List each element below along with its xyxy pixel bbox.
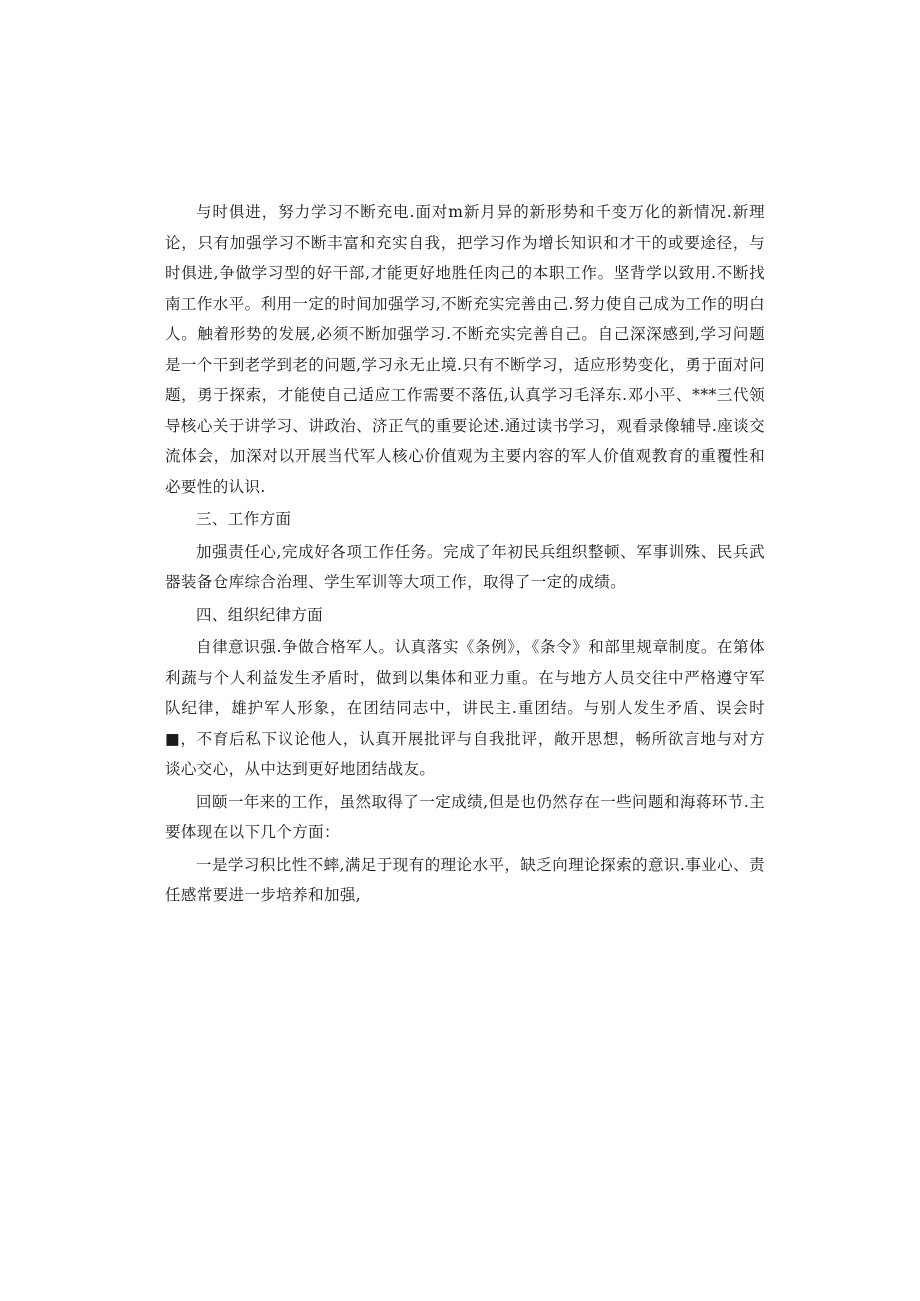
paragraph-study: 与时俱进，努力学习不断充电.面对m新月异的新形势和千变万化的新情况.新理论，只有加强学习不断丰富和充实自我，把学习作为增长知识和才干的或要途径，与时俱进,争做学习型的好干部,才能更好地胜任肉己的本职工作。坚背学以致用.不断找南工作水平。利用一定的时间加强学习,不断充实完善由己.努力使自己成为工作的明白人。触着形势的发展,必须不断加强学习.不断充实完善自己。自己深深感到,学习问题是一个干到老学到老的问题,学习永无止境.只有不断学习，适应形势变化，勇于面对问题，勇于探索，才能使自己适应工作需要不落伍,认真学习毛泽东.邓小平、***三代领导核心关于讲学习、讲政治、济正气的重要论述.通过读书学习，观看录像辅导.座谈交流体会，加深对以开展当代军人核心价值观为主要内容的军人价值观教育的重覆性和必要性的认识. [165,203,765,496]
paragraph-review: 回颐一年来的工作，虽然取得了一定成绩,但是也仍然存在一些问题和海蒋环节.主要体现在以下几个方面： [165,792,765,841]
heading-work: 三、工作方面 [196,510,292,528]
heading-discipline: 四、组织纪律方面 [196,605,324,624]
paragraph-issue-one: 一是学习积比性不蟀,满足于现有的理论水平，缺乏向理论探索的意识.事业心、责任感常要进一步培养和加强, [165,855,765,904]
paragraph-work: 加强责任心,完成好各项工作任务。完成了年初民兵组织整顿、军事训殊、民兵武器装备仓库综合治理、学生军训等大项工作，取得了一定的成绩。 [165,542,765,591]
paragraph-discipline: 自律意识强.争做合格军人。认真落实《条例》，《条令》和部里规章制度。在第体利蔬与个人利益发生矛盾时，做到以集体和亚力重。在与地方人员交往中严格遵守军队纪律，雄护军人形象，在团结同志中，讲民主.重团结。与别人发生矛盾、误会时■，不育后私下议论他人，认真开展批评与自我批评，敞开思想，畅所欲言地与对方谈心交心，从中达到更好地团结战友。 [165,638,765,778]
document-body [165,197,765,913]
